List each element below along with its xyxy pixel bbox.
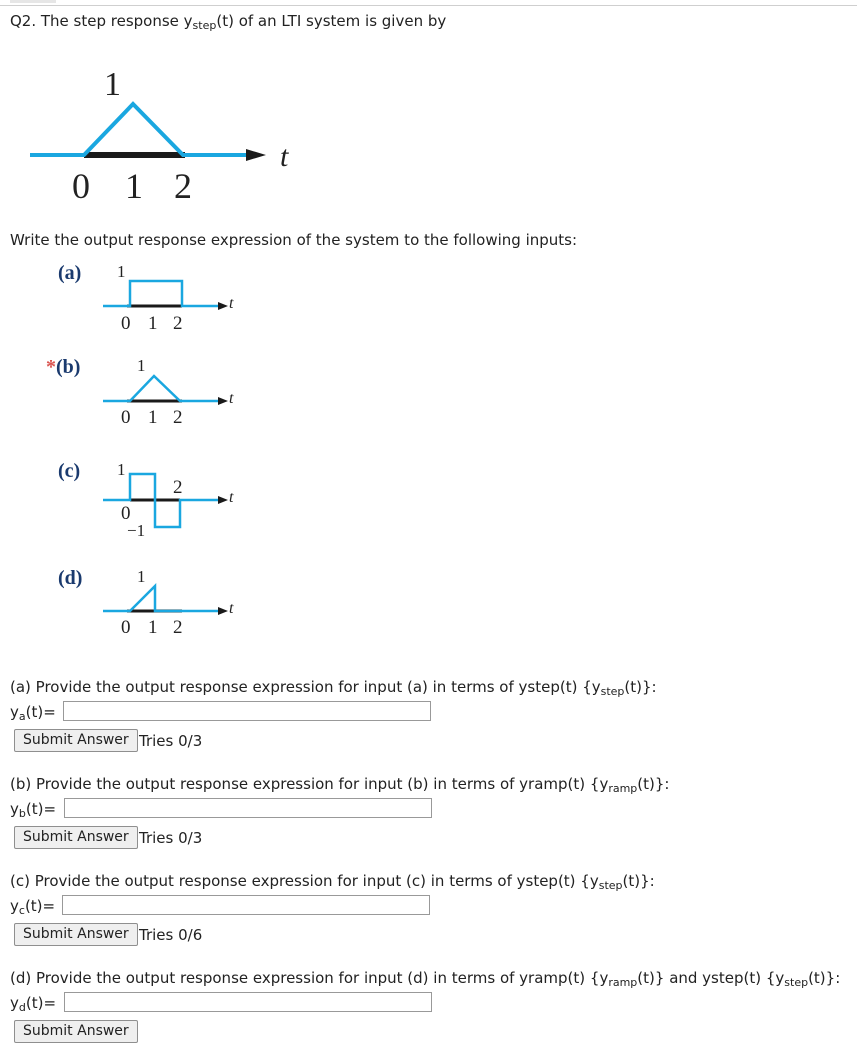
part-a-tries: Tries 0/3 [139,732,203,750]
input-d-tick-1: 1 [148,617,158,638]
question-sub: step [192,19,217,32]
input-d-tick-2: 2 [173,617,183,638]
part-c-question: (c) Provide the output response expression for input (c) in terms of ystep(t) $\{y_{step}(t)\}$: [10,872,655,892]
input-d-tick-0: 0 [121,617,131,638]
input-b-star: * [46,356,56,378]
part-b-question: (b) Provide the output response expression for input (b) in terms of yramp(t) $\{y_{ramp}(t)\}$: [10,775,670,795]
part-a-var-label: $y_a(t)=$ [10,703,56,723]
input-b-t: t [229,390,234,407]
input-a-tick-1: 1 [148,313,158,334]
input-d-label: (d) [58,567,83,589]
question-suffix: (t) of an LTI system is given by [216,12,447,30]
input-a-t: t [229,295,234,312]
part-a-answer-input[interactable] [63,701,431,721]
part-d-submit-button[interactable]: Submit Answer [14,1020,138,1043]
input-c-zero: 0 [121,503,131,524]
input-c-amp: 1 [117,460,126,479]
part-c-answer-input[interactable] [62,895,430,915]
main-tick-0: 0 [72,166,90,206]
main-t-label: t [280,140,289,173]
input-c-two: 2 [173,477,183,498]
part-d-var-label: $y_d(t)=$ [10,994,57,1014]
main-tick-2: 2 [174,166,192,206]
input-a-label: (a) [58,262,82,284]
part-b-var-label: $y_b(t)=$ [10,800,57,820]
input-c-neg: −1 [127,521,146,540]
main-peak-label: 1 [104,66,121,103]
part-d-question: (d) Provide the output response expression for input (d) in terms of yramp(t) $\{y_{ramp}(t)\}$ and ystep(t) $\{y_{step}(t)\}$: [10,969,841,989]
input-c-label: (c) [58,460,81,482]
input-b-tick-1: 1 [148,407,158,428]
part-a-question: (a) Provide the output response expression for input (a) in terms of ystep(t) $\{y_{step}(t)\}$: [10,678,657,698]
part-d-answer-input[interactable] [64,992,432,1012]
input-d-t: t [229,600,234,617]
main-tick-1: 1 [125,166,143,206]
part-b-submit-button[interactable]: Submit Answer [14,826,138,849]
input-a-tick-2: 2 [173,313,183,334]
part-c-tries: Tries 0/6 [139,926,203,944]
input-d-amp: 1 [137,567,146,586]
part-a-submit-button[interactable]: Submit Answer [14,729,138,752]
input-a-amp: 1 [117,262,126,281]
input-b-amp: 1 [137,356,146,375]
input-b-label-text: (b) [56,356,81,378]
part-b-answer-input[interactable] [64,798,432,818]
part-b-tries: Tries 0/3 [139,829,203,847]
question-prefix: Q2. The step response y [10,12,193,30]
instruction-text: Write the output response expression of the system to the following inputs: [10,231,578,249]
input-b-tick-2: 2 [173,407,183,428]
input-a-tick-0: 0 [121,313,131,334]
part-c-var-label: $y_c(t)=$ [10,897,56,917]
input-b-tick-0: 0 [121,407,131,428]
input-c-t: t [229,489,234,506]
part-c-submit-button[interactable]: Submit Answer [14,923,138,946]
